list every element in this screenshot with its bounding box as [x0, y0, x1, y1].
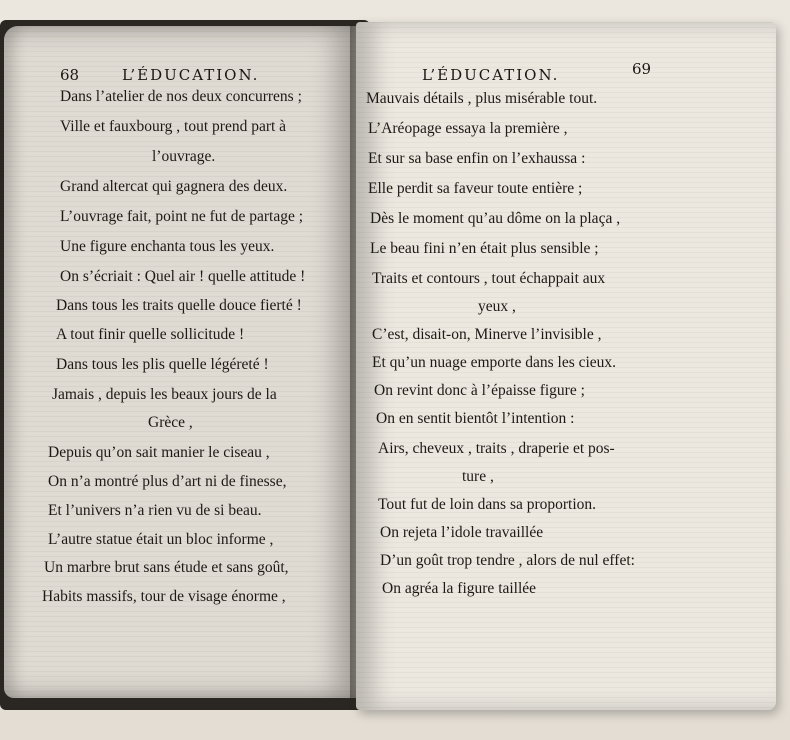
right-page-number: 69: [632, 60, 652, 78]
left-line: L’autre statue était un bloc informe ,: [48, 531, 274, 548]
right-line: Airs, cheveux , traits , draperie et pos-: [378, 440, 615, 457]
right-line: Elle perdit sa faveur toute entière ;: [368, 180, 583, 197]
left-line: Jamais , depuis les beaux jours de la: [52, 386, 277, 403]
right-line: Le beau fini n’en était plus sensible ;: [370, 240, 599, 257]
right-line: On agréa la figure taillée: [382, 580, 537, 597]
left-line: Grand altercat qui gagnera des deux.: [60, 178, 288, 195]
left-line: Dans tous les traits quelle douce fierté !: [56, 297, 302, 314]
left-line: Ville et fauxbourg , tout prend part à: [60, 118, 287, 135]
right-running-head: L’ÉDUCATION.: [422, 66, 560, 84]
right-line: On en sentit bientôt l’intention :: [376, 410, 575, 427]
left-line: Une figure enchanta tous les yeux.: [60, 238, 275, 255]
left-line: On s’écriait : Quel air ! quelle attitude !: [60, 268, 306, 285]
right-line: Mauvais détails , plus misérable tout.: [366, 90, 598, 107]
right-line: Dès le moment qu’au dôme on la plaça ,: [370, 210, 621, 227]
right-line: D’un goût trop tendre , alors de nul effet:: [380, 552, 635, 569]
right-line: Tout fut de loin dans sa proportion.: [378, 496, 597, 513]
right-line: On rejeta l’idole travaillée: [380, 524, 544, 541]
left-line: L’ouvrage fait, point ne fut de partage ;: [60, 208, 304, 225]
left-line: Dans tous les plis quelle légéreté !: [56, 356, 269, 373]
left-line: Dans l’atelier de nos deux concurrens ;: [60, 88, 302, 105]
left-line: Et l’univers n’a rien vu de si beau.: [48, 502, 262, 519]
right-line: L’Aréopage essaya la première ,: [368, 120, 568, 137]
left-line: Depuis qu’on sait manier le ciseau ,: [48, 444, 270, 461]
left-line: l’ouvrage.: [152, 148, 216, 165]
right-line: yeux ,: [478, 298, 516, 315]
right-line: On revint donc à l’épaisse figure ;: [374, 382, 585, 399]
right-line: C’est, disait-on, Minerve l’invisible ,: [372, 326, 602, 343]
left-line: On n’a montré plus d’art ni de finesse,: [48, 473, 287, 490]
right-line: Traits et contours , tout échappait aux: [372, 270, 606, 287]
left-page: [4, 26, 360, 698]
left-page-number: 68: [60, 66, 80, 84]
left-line: Un marbre brut sans étude et sans goût,: [44, 559, 289, 576]
right-page: [356, 22, 776, 710]
right-line: ture ,: [462, 468, 494, 485]
left-line: A tout finir quelle sollicitude !: [56, 326, 245, 343]
left-running-head: L’ÉDUCATION.: [122, 66, 260, 84]
left-line: Habits massifs, tour de visage énorme ,: [42, 588, 286, 605]
left-line: Grèce ,: [148, 414, 193, 431]
right-line: Et sur sa base enfin on l’exhaussa :: [368, 150, 586, 167]
right-line: Et qu’un nuage emporte dans les cieux.: [372, 354, 617, 371]
